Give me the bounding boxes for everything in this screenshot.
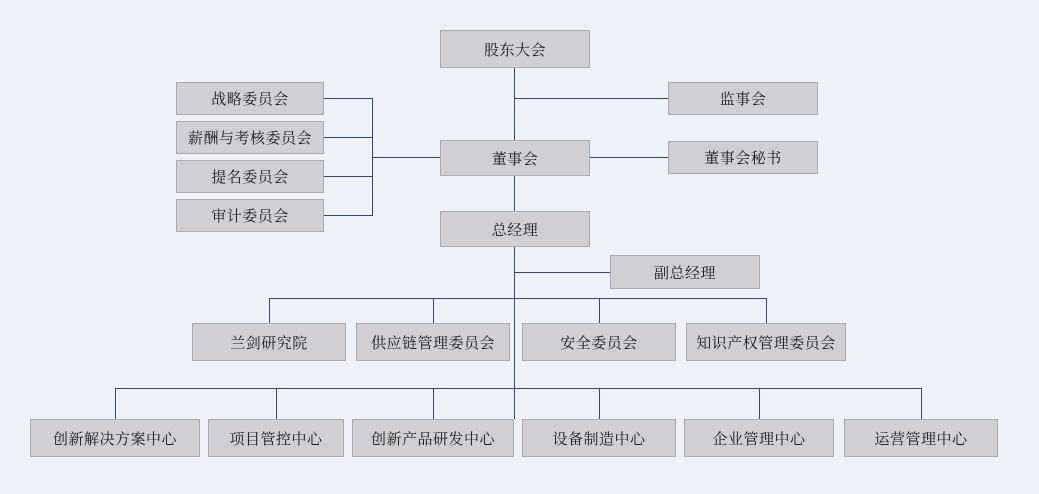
connector-c-shareholders-board — [514, 68, 515, 140]
node-general-manager[interactable]: 总经理 — [440, 211, 590, 247]
node-board[interactable]: 董事会 — [440, 140, 590, 176]
node-safety-committee[interactable]: 安全委员会 — [522, 323, 676, 361]
connector-c-branch-ip — [766, 298, 767, 323]
connector-c-branch-equipment — [599, 388, 600, 419]
connector-c-nomination-stub — [324, 176, 372, 177]
connector-c-branch-lanjian — [269, 298, 270, 323]
node-deputy-general-manager[interactable]: 副总经理 — [610, 255, 760, 289]
connector-c-strategy-stub — [324, 98, 372, 99]
connector-c-branch-enterprise — [759, 388, 760, 419]
connector-c-committee-row-bus — [269, 298, 766, 299]
connector-c-branch-solution — [115, 388, 116, 419]
connector-c-shareholders-supervisory — [514, 98, 668, 99]
node-board-secretary[interactable]: 董事会秘书 — [668, 141, 818, 174]
node-shareholders[interactable]: 股东大会 — [440, 30, 590, 68]
connector-c-branch-operations — [921, 388, 922, 419]
connector-c-board-secretary — [590, 157, 668, 158]
connector-c-branch-supply — [433, 298, 434, 323]
node-lanjian-institute[interactable]: 兰剑研究院 — [192, 323, 346, 361]
connector-c-deputy-gm — [514, 272, 610, 273]
node-equipment-manufacturing-center[interactable]: 设备制造中心 — [522, 419, 676, 457]
node-audit-committee[interactable]: 审计委员会 — [176, 199, 324, 232]
node-nomination-committee[interactable]: 提名委员会 — [176, 160, 324, 193]
connector-c-board-gm — [514, 176, 515, 211]
node-ip-committee[interactable]: 知识产权管理委员会 — [686, 323, 846, 361]
node-supply-chain-committee[interactable]: 供应链管理委员会 — [356, 323, 510, 361]
connector-c-center-row-bus — [115, 388, 921, 389]
connector-c-branch-safety — [599, 298, 600, 323]
node-operations-management-center[interactable]: 运营管理中心 — [844, 419, 998, 457]
node-supervisory[interactable]: 监事会 — [668, 82, 818, 115]
connector-c-audit-stub — [324, 215, 372, 216]
connector-c-branch-project — [276, 388, 277, 419]
connector-c-compensation-stub — [324, 137, 372, 138]
connector-c-branch-product — [433, 388, 434, 419]
node-innovation-product-rd-center[interactable]: 创新产品研发中心 — [352, 419, 514, 457]
node-project-control-center[interactable]: 项目管控中心 — [208, 419, 344, 457]
node-innovation-solution-center[interactable]: 创新解决方案中心 — [30, 419, 200, 457]
node-strategy-committee[interactable]: 战略委员会 — [176, 82, 324, 115]
node-enterprise-management-center[interactable]: 企业管理中心 — [684, 419, 834, 457]
connector-c-committee-to-board — [372, 157, 440, 158]
node-compensation-committee[interactable]: 薪酬与考核委员会 — [176, 121, 324, 154]
